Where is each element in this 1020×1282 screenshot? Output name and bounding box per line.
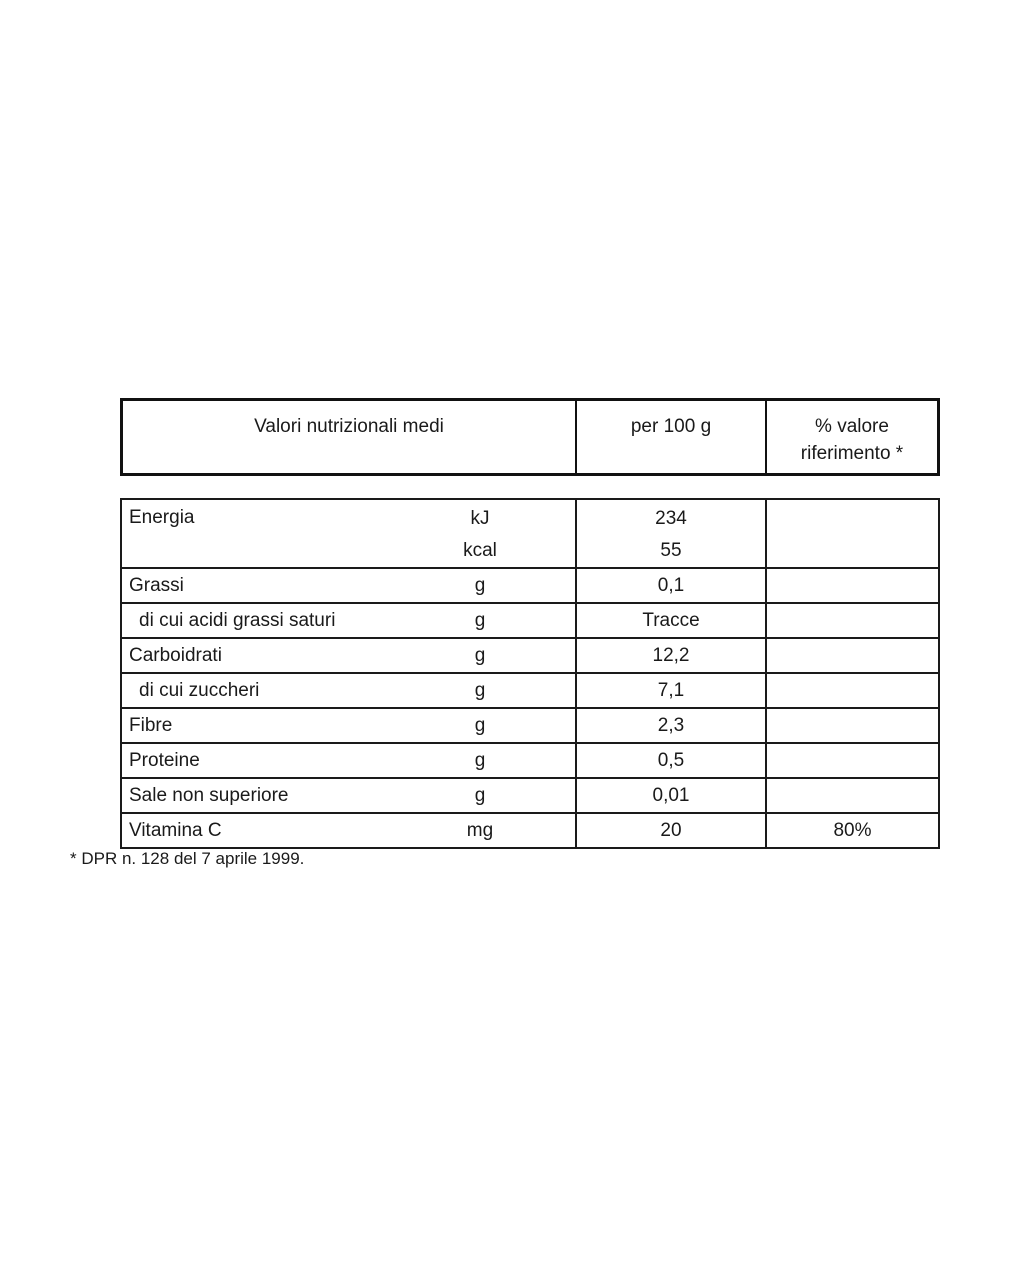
row-value-cell xyxy=(575,674,765,707)
unit-text: g xyxy=(474,574,486,596)
table-row xyxy=(122,637,938,672)
unit-text: g xyxy=(474,609,486,631)
row-percent-cell: 80% xyxy=(765,814,938,847)
row-unit-cell xyxy=(385,709,575,742)
table-row xyxy=(122,602,938,637)
row-label-cell xyxy=(122,604,575,637)
row-value-cell xyxy=(575,814,765,847)
table-row xyxy=(122,500,938,567)
header-col-per-100g: per 100 g xyxy=(575,401,765,473)
row-label: Grassi xyxy=(129,574,184,596)
row-unit-cell xyxy=(385,674,575,707)
table-row xyxy=(122,707,938,742)
value-text: 0,5 xyxy=(657,749,685,771)
row-label: Fibre xyxy=(129,714,173,736)
nutrition-table-header xyxy=(120,398,940,476)
row-unit-cell xyxy=(385,604,575,637)
row-unit-cell xyxy=(385,744,575,777)
row-label: Carboidrati xyxy=(129,644,222,666)
row-percent-cell xyxy=(765,674,938,707)
footnote: * DPR n. 128 del 7 aprile 1999. xyxy=(70,849,305,868)
row-percent-cell xyxy=(765,744,938,777)
row-value-cell xyxy=(575,709,765,742)
row-percent-cell xyxy=(765,569,938,602)
header-col-reference-percent-line2: riferimento * xyxy=(800,443,904,464)
unit-text: kcal xyxy=(463,540,497,561)
row-percent-cell xyxy=(765,500,938,567)
value-text: 234 xyxy=(655,508,687,529)
row-value-cell xyxy=(575,744,765,777)
row-percent-cell xyxy=(765,709,938,742)
value-text: 0,01 xyxy=(652,784,690,806)
table-row xyxy=(122,812,938,847)
row-value-cell xyxy=(575,604,765,637)
header-col-reference-percent xyxy=(765,401,937,473)
row-value-cell xyxy=(575,569,765,602)
row-percent-cell xyxy=(765,639,938,672)
unit-text: g xyxy=(474,644,486,666)
row-percent-cell xyxy=(765,604,938,637)
unit-text: kJ xyxy=(470,508,490,529)
row-value-cell xyxy=(575,500,765,567)
row-label: Proteine xyxy=(129,749,200,771)
table-row xyxy=(122,742,938,777)
header-col-reference-percent-line1: % valore xyxy=(815,416,889,437)
unit-text: g xyxy=(474,749,486,771)
value-text: 7,1 xyxy=(657,679,685,701)
unit-text: g xyxy=(474,714,486,736)
row-label: di cui acidi grassi saturi xyxy=(139,609,336,631)
row-label-cell xyxy=(122,500,575,567)
value-text: 55 xyxy=(660,540,682,561)
row-unit-cell xyxy=(385,569,575,602)
value-text: 12,2 xyxy=(652,644,690,666)
value-text: 20 xyxy=(660,819,682,841)
table-row xyxy=(122,777,938,812)
row-unit-cell xyxy=(385,814,575,847)
row-label: Sale non superiore xyxy=(129,784,289,806)
row-percent-cell xyxy=(765,779,938,812)
value-text: Tracce xyxy=(642,609,700,631)
row-label-cell xyxy=(122,674,575,707)
row-label-cell xyxy=(122,639,575,672)
table-row xyxy=(122,672,938,707)
row-label: Vitamina C xyxy=(129,819,222,841)
header-col-nutritional-values: Valori nutrizionali medi xyxy=(254,416,444,437)
value-text: 2,3 xyxy=(657,714,685,736)
row-unit-cell xyxy=(385,500,575,567)
row-label-cell xyxy=(122,814,575,847)
row-label: di cui zuccheri xyxy=(139,679,260,701)
unit-text: g xyxy=(474,679,486,701)
row-value-cell xyxy=(575,779,765,812)
row-label: Energia xyxy=(129,507,195,528)
row-unit-cell xyxy=(385,779,575,812)
value-text: 0,1 xyxy=(657,574,685,596)
row-label-cell xyxy=(122,779,575,812)
row-label-cell xyxy=(122,744,575,777)
unit-text: mg xyxy=(466,819,494,841)
row-label-cell xyxy=(122,569,575,602)
row-value-cell xyxy=(575,639,765,672)
nutrition-table-body xyxy=(120,498,940,849)
row-unit-cell xyxy=(385,639,575,672)
row-label-cell xyxy=(122,709,575,742)
unit-text: g xyxy=(474,784,486,806)
table-row xyxy=(122,567,938,602)
